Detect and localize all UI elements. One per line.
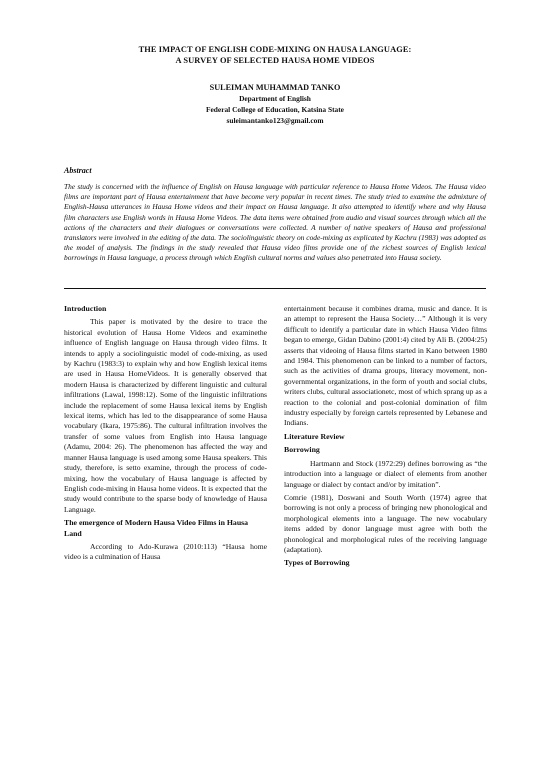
section-divider bbox=[64, 288, 486, 289]
types-of-borrowing-heading: Types of Borrowing bbox=[284, 558, 350, 568]
borrowing-paragraph-1: Hartmann and Stock (1972:29) defines borrowing as “the introduction into a language or dialect of elements from another language or dialect by contact and/or by imitation”. bbox=[284, 458, 487, 489]
right-column bbox=[284, 304, 487, 572]
emergence-paragraph: According to Ado-Kurawa (2010:113) “Hausa home video is a culmination of Hausa bbox=[64, 541, 267, 562]
author-department: Department of English bbox=[239, 94, 311, 103]
title-line-1: THE IMPACT OF ENGLISH CODE-MIXING ON HAUSA LANGUAGE: bbox=[138, 45, 412, 54]
introduction-heading: Introduction bbox=[64, 304, 107, 313]
borrowing-heading: Borrowing bbox=[284, 445, 320, 455]
abstract-heading: Abstract bbox=[64, 166, 92, 175]
title-line-2: A SURVEY OF SELECTED HAUSA HOME VIDEOS bbox=[175, 56, 375, 65]
author-block bbox=[60, 82, 490, 126]
author-email[interactable]: suleimantanko123@gmail.com bbox=[226, 116, 324, 125]
introduction-paragraph: This paper is motivated by the desire to trace the historical evolution of Hausa Home Videos and examinethe influence of English language on Hausa through video films. It intends to apply a sociolinguistic model of code-mixing, as used by Kachru (1983:3) to explain why and how English lexical items are used in Hausa HomeVideos. It is generally observed that modern Hausa is characterized by different linguistic and cultural infiltrations (Lawal, 1998:12). Some of the linguistic infiltrations include the replacement of some Hausa lexical items by English lexical items, which has led to the disappearance of some Hausa vocabulary (Ikara, 1975:86). The cultural infiltration involves the transfer of some values from English into Hausa language (Adamu, 2004: 26). The phenomenon has affected the way and manner Hausa language is used among some Hausa speakers. This study, therefore, is setto examine, through the process of code-mixing, how the vocabulary of Hausa language is affected by English code-mixing in Hausa home videos. It is expected that the study would contribute to the sparse body of knowledge of Hausa Language. bbox=[64, 317, 267, 514]
paper-title bbox=[60, 44, 490, 66]
literature-review-heading: Literature Review bbox=[284, 431, 345, 441]
left-column bbox=[64, 304, 267, 566]
abstract-text: The study is concerned with the influence of English on Hausa language with particular reference to Hausa Home Videos. The Hausa video films are important part of Hausa entertainment that have become very popular in recent times. The study tried to examine the admixture of English-Hausa utterances in Hausa Home videos and their impact on Hausa language. It also attempted to identify where and why Hausa film characters use English words in Hausa Home Videos. The data items were obtained from audio and visual sources through which all the actions of the characters and their dialogues or conversations were collected. A number of native speakers of Hausa and professional translators were involved in the editing of the data. The sociolinguistic theory on code-mixing as explicated by Kachru (1983) was adopted as the model of analysis. The findings in the study revealed that Hausa video films provide one of the richest sources of English lexical borrowings in Hausa language, a process through which English cultural norms and values also penetrated into Hausa society. bbox=[64, 182, 486, 263]
emergence-heading: The emergence of Modern Hausa Video Films in Hausa Land bbox=[64, 518, 249, 538]
author-name: SULEIMAN MUHAMMAD TANKO bbox=[209, 83, 341, 92]
author-institution: Federal College of Education, Katsina State bbox=[206, 105, 344, 114]
borrowing-paragraph-2: Comrie (1981), Doswani and South Worth (1974) agree that borrowing is not only a process of bringing new phonological and morphological elements into a language. The new vocabulary items added by donor language must agree with both the phonological and morphological rules of the receiving language (adaptation). bbox=[284, 492, 487, 554]
emergence-continued-paragraph: entertainment because it combines drama, music and dance. It is an attempt to represent the Hausa Society…” Although it is very difficult to identify a particular date in which Hausa Video films began to emerge, Gidan Dabino (2001:4) cited by Ali B. (2004:25) asserts that videoing of Hausa films started in Kano between 1980 and 1984. This phenomenon can be linked to a number of factors, such as the activities of drama groups, literacy movement, non-governmental organizations, in the form of youth and social clubs, writers clubs, cultural associationetc, most of which sprang up as a reaction to the colonial and post-colonial domination of film industry especially by foreign cartels represented by Lebanese and Indians. bbox=[284, 304, 487, 428]
